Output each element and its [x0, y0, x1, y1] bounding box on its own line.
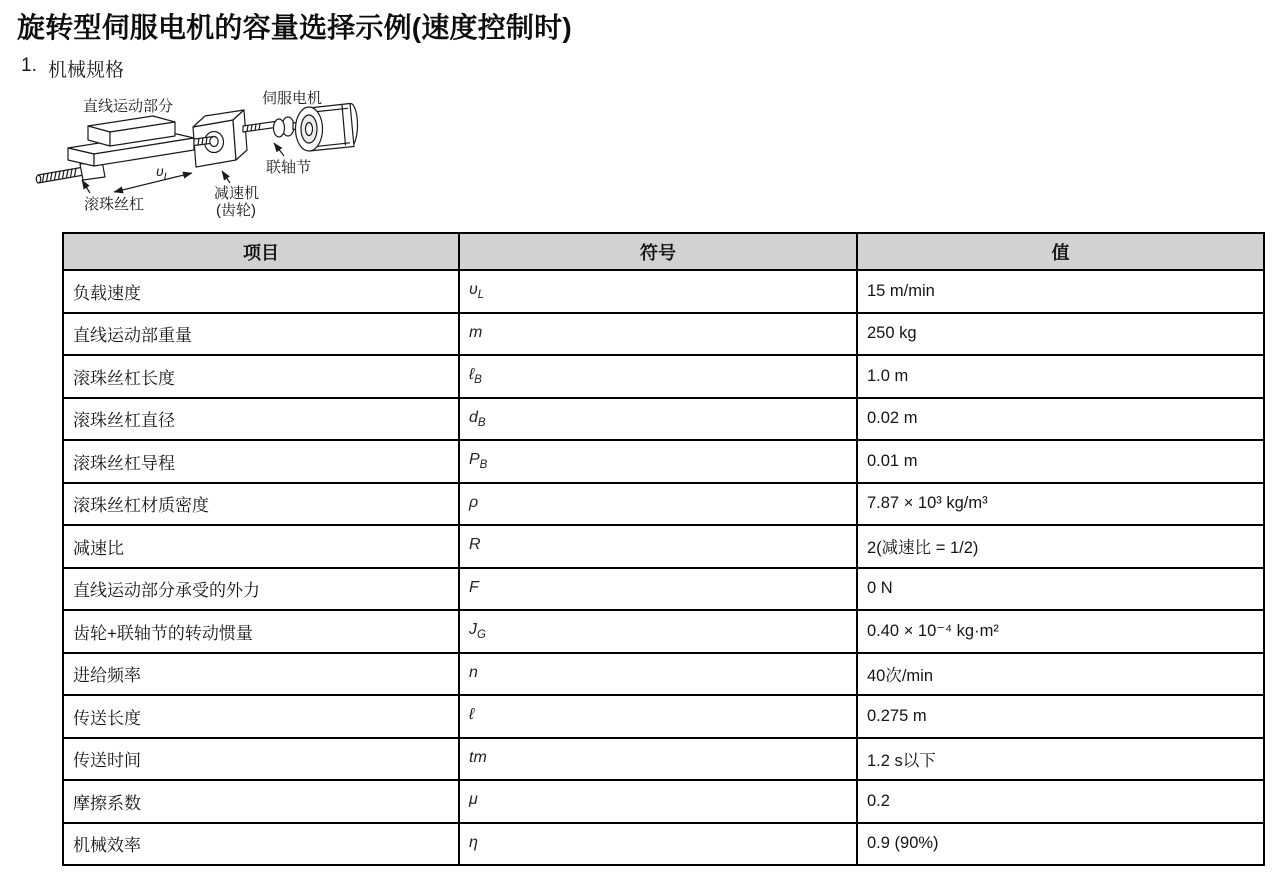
velocity-label: $\upsilon_L$: [156, 163, 170, 183]
symbol-cell: tm: [459, 738, 857, 781]
coupling-pointer: [274, 143, 284, 156]
symbol-cell: ℓ$_B$: [459, 355, 857, 398]
symbol-cell: n: [459, 653, 857, 696]
table-row: [63, 355, 1264, 398]
symbol-cell: $J_G$: [459, 610, 857, 653]
column-header-symbol: 符号: [459, 233, 857, 270]
machine-artwork: [36, 104, 357, 194]
value-cell: 2(减速比 = 1/2): [857, 525, 1264, 568]
ball-screw-pointer: [82, 180, 90, 193]
item-cell: 传送长度: [63, 695, 459, 738]
item-cell: 齿轮+联轴节的转动惯量: [63, 610, 459, 653]
symbol-cell: μ: [459, 780, 857, 823]
symbol-cell: $P_B$: [459, 440, 857, 483]
table-row: [63, 780, 1264, 823]
symbol-cell: η: [459, 823, 857, 866]
section-number: 1.: [21, 55, 37, 76]
reducer-label-line2: (齿轮): [216, 202, 256, 219]
table-row: [63, 823, 1264, 866]
spec-table: [62, 232, 1265, 866]
item-cell: 滚珠丝杠直径: [63, 398, 459, 441]
table-row: [63, 440, 1264, 483]
table-row: [63, 568, 1264, 611]
value-cell: 1.0 m: [857, 355, 1264, 398]
machine-diagram: [28, 82, 390, 232]
item-cell: 滚珠丝杠长度: [63, 355, 459, 398]
item-cell: 进给频率: [63, 653, 459, 696]
column-header-value: 值: [857, 233, 1264, 270]
servo-motor-shape: [296, 104, 358, 152]
item-cell: 直线运动部分承受的外力: [63, 568, 459, 611]
item-cell: 摩擦系数: [63, 780, 459, 823]
value-cell: 0.01 m: [857, 440, 1264, 483]
page-title: 旋转型伺服电机的容量选择示例(速度控制时): [17, 12, 572, 43]
table-header-row: [63, 233, 1264, 270]
table-row: [63, 398, 1264, 441]
table-row: [63, 653, 1264, 696]
item-cell: 传送时间: [63, 738, 459, 781]
table-row: [63, 313, 1264, 356]
symbol-cell: m: [459, 313, 857, 356]
value-cell: 0.02 m: [857, 398, 1264, 441]
servo-motor-label: 伺服电机: [262, 90, 323, 107]
value-cell: 0 N: [857, 568, 1264, 611]
symbol-cell: F: [459, 568, 857, 611]
table-row: [63, 695, 1264, 738]
value-cell: 1.2 s以下: [857, 738, 1264, 781]
value-cell: 0.275 m: [857, 695, 1264, 738]
value-cell: 250 kg: [857, 313, 1264, 356]
value-cell: 15 m/min: [857, 270, 1264, 313]
item-cell: 滚珠丝杠导程: [63, 440, 459, 483]
reducer-label-line1: 减速机: [214, 185, 260, 202]
value-cell: 0.40 × 10⁻⁴ kg·m²: [857, 610, 1264, 653]
table-row: [63, 483, 1264, 526]
table-row: [63, 610, 1264, 653]
item-cell: 负载速度: [63, 270, 459, 313]
linear-motion-label: 直线运动部分: [83, 98, 174, 115]
table-row: [63, 525, 1264, 568]
table-row: [63, 738, 1264, 781]
linear-table-shape: [68, 116, 194, 166]
symbol-cell: ℓ: [459, 695, 857, 738]
item-cell: 减速比: [63, 525, 459, 568]
symbol-cell: $d_B$: [459, 398, 857, 441]
table-row: [63, 270, 1264, 313]
reducer-pointer: [222, 171, 230, 183]
symbol-cell: ρ: [459, 483, 857, 526]
value-cell: 40次/min: [857, 653, 1264, 696]
column-header-item: 项目: [63, 233, 459, 270]
value-cell: 0.2: [857, 780, 1264, 823]
ball-screw-label: 滚珠丝杠: [84, 196, 145, 213]
output-shaft-shape: [243, 122, 275, 133]
coupling-label: 联轴节: [266, 159, 312, 176]
value-cell: 7.87 × 10³ kg/m³: [857, 483, 1264, 526]
section-heading: [21, 55, 124, 82]
symbol-cell: R: [459, 525, 857, 568]
value-cell: 0.9 (90%): [857, 823, 1264, 866]
section-title: 机械规格: [48, 60, 125, 81]
item-cell: 直线运动部重量: [63, 313, 459, 356]
velocity-arrow: [114, 173, 192, 192]
item-cell: 机械效率: [63, 823, 459, 866]
symbol-cell: $\upsilon_L$: [459, 270, 857, 313]
item-cell: 滚珠丝杠材质密度: [63, 483, 459, 526]
